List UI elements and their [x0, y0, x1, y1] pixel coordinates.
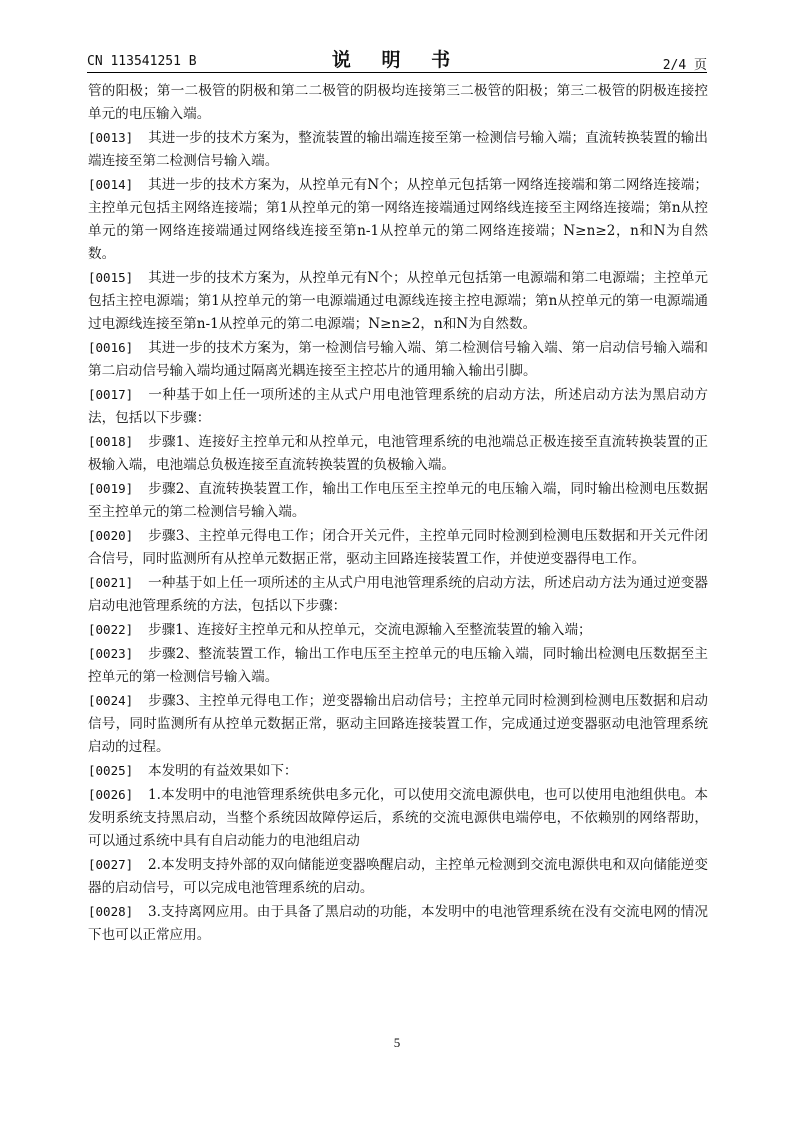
paragraph-text: 步骤2、直流转换装置工作，输出工作电压至主控单元的电压输入端，同时输出检测电压数据至主控单元的第二检测信号输入端。	[88, 481, 708, 520]
paragraph-text: 管的阳极；第一二极管的阴极和第二二极管的阴极均连接第三二极管的阳极；第三二极管的阴极连接控单元的电压输入端。	[88, 83, 708, 122]
paragraph-text: 1.本发明中的电池管理系统供电多元化，可以使用交流电源供电，也可以使用电池组供电。本发明系统支持黑启动，当整个系统因故障停运后，系统的交流电源供电端停电，不依赖别的网络帮助，可以通过系统中具有自启动能力的电池组启动	[88, 787, 708, 849]
paragraph-number: [0024]	[88, 693, 134, 708]
paragraph	[88, 571, 708, 618]
paragraph-number: [0019]	[88, 481, 134, 496]
paragraph-text: 其进一步的技术方案为，从控单元有N个；从控单元包括第一网络连接端和第二网络连接端；主控单元包括主网络连接端；第1从控单元的第一网络连接端通过网络线连接至主网络连接端；第n从控单元的第一网络连接端通过网络线连接至第n-1从控单元的第二网络连接端；N≥n≥2，n和N为自然数。	[88, 177, 708, 262]
paragraph-text: 步骤2、整流装置工作，输出工作电压至主控单元的电压输入端，同时输出检测电压数据至主控单元的第一检测信号输入端。	[88, 646, 708, 685]
paragraph-number: [0025]	[88, 763, 134, 778]
paragraph-number: [0022]	[88, 622, 134, 637]
paragraph-number: [0016]	[88, 340, 134, 355]
paragraph-number: [0026]	[88, 787, 134, 802]
paragraph	[88, 266, 708, 336]
paragraph	[88, 759, 708, 783]
paragraph-number: [0028]	[88, 904, 134, 919]
paragraph-text: 3.支持离网应用。由于具备了黑启动的功能，本发明中的电池管理系统在没有交流电网的情况下也可以正常应用。	[88, 904, 708, 943]
paragraph-text: 其进一步的技术方案为，第一检测信号输入端、第二检测信号输入端、第一启动信号输入端和第二启动信号输入端均通过隔离光耦连接至主控芯片的通用输入输出引脚。	[88, 340, 708, 379]
paragraph-number: [0020]	[88, 528, 134, 543]
paragraph-number: [0013]	[88, 130, 134, 145]
paragraph-text: 其进一步的技术方案为，从控单元有N个；从控单元包括第一电源端和第二电源端；主控单元包括主控电源端；第1从控单元的第一电源端通过电源线连接主控电源端；第n从控单元的第一电源端通过电源线连接至第n-1从控单元的第二电源端；N≥n≥2，n和N为自然数。	[88, 270, 708, 332]
paragraph	[88, 80, 708, 126]
paragraph-number: [0018]	[88, 434, 134, 449]
paragraph	[88, 430, 708, 477]
patent-number: CN 113541251 B	[87, 54, 197, 69]
page-info: 2/4 页	[662, 58, 707, 73]
paragraph-number: [0027]	[88, 857, 134, 872]
paragraph-number: [0021]	[88, 575, 134, 590]
paragraph-text: 步骤3、主控单元得电工作；逆变器输出启动信号；主控单元同时检测到检测电压数据和启动信号，同时监测所有从控单元数据正常，驱动主回路连接装置工作，完成通过逆变器驱动电池管理系统启动的过程。	[88, 693, 708, 755]
page-number: 5	[393, 1035, 401, 1050]
paragraph	[88, 783, 708, 853]
paragraph-text: 步骤1、连接好主控单元和从控单元，交流电源输入至整流装置的输入端；	[148, 622, 592, 638]
paragraph	[88, 853, 708, 900]
paragraph	[88, 618, 708, 642]
paragraph	[88, 900, 708, 947]
paragraph	[88, 477, 708, 524]
paragraph-text: 步骤1、连接好主控单元和从控单元，电池管理系统的电池端总正极连接至直流转换装置的正极输入端，电池端总负极连接至直流转换装置的负极输入端。	[88, 434, 708, 473]
paragraph-text: 一种基于如上任一项所述的主从式户用电池管理系统的启动方法，所述启动方法为通过逆变器启动电池管理系统的方法，包括以下步骤：	[88, 575, 708, 614]
document-title: 说 明 书	[331, 49, 463, 71]
paragraph-text: 其进一步的技术方案为，整流装置的输出端连接至第一检测信号输入端；直流转换装置的输出端连接至第二检测信号输入端。	[88, 130, 708, 169]
paragraph	[88, 126, 708, 173]
paragraph-number: [0017]	[88, 387, 134, 402]
paragraph-text: 步骤3、主控单元得电工作；闭合开关元件，主控单元同时检测到检测电压数据和开关元件闭合信号，同时监测所有从控单元数据正常，驱动主回路连接装置工作，并使逆变器得电工作。	[88, 528, 708, 567]
paragraph-number: [0023]	[88, 646, 134, 661]
paragraph-text: 本发明的有益效果如下：	[148, 763, 298, 779]
document-body	[88, 80, 708, 947]
paragraph-number: [0015]	[88, 270, 134, 285]
paragraph	[88, 173, 708, 266]
paragraph	[88, 642, 708, 689]
paragraph-text: 2.本发明支持外部的双向储能逆变器唤醒启动，主控单元检测到交流电源供电和双向储能逆变器的启动信号，可以完成电池管理系统的启动。	[88, 857, 708, 896]
paragraph-text: 一种基于如上任一项所述的主从式户用电池管理系统的启动方法，所述启动方法为黑启动方法，包括以下步骤：	[88, 387, 708, 426]
header-divider	[87, 72, 707, 73]
paragraph	[88, 383, 708, 430]
paragraph	[88, 336, 708, 383]
paragraph	[88, 524, 708, 571]
paragraph	[88, 689, 708, 759]
paragraph-number: [0014]	[88, 177, 134, 192]
